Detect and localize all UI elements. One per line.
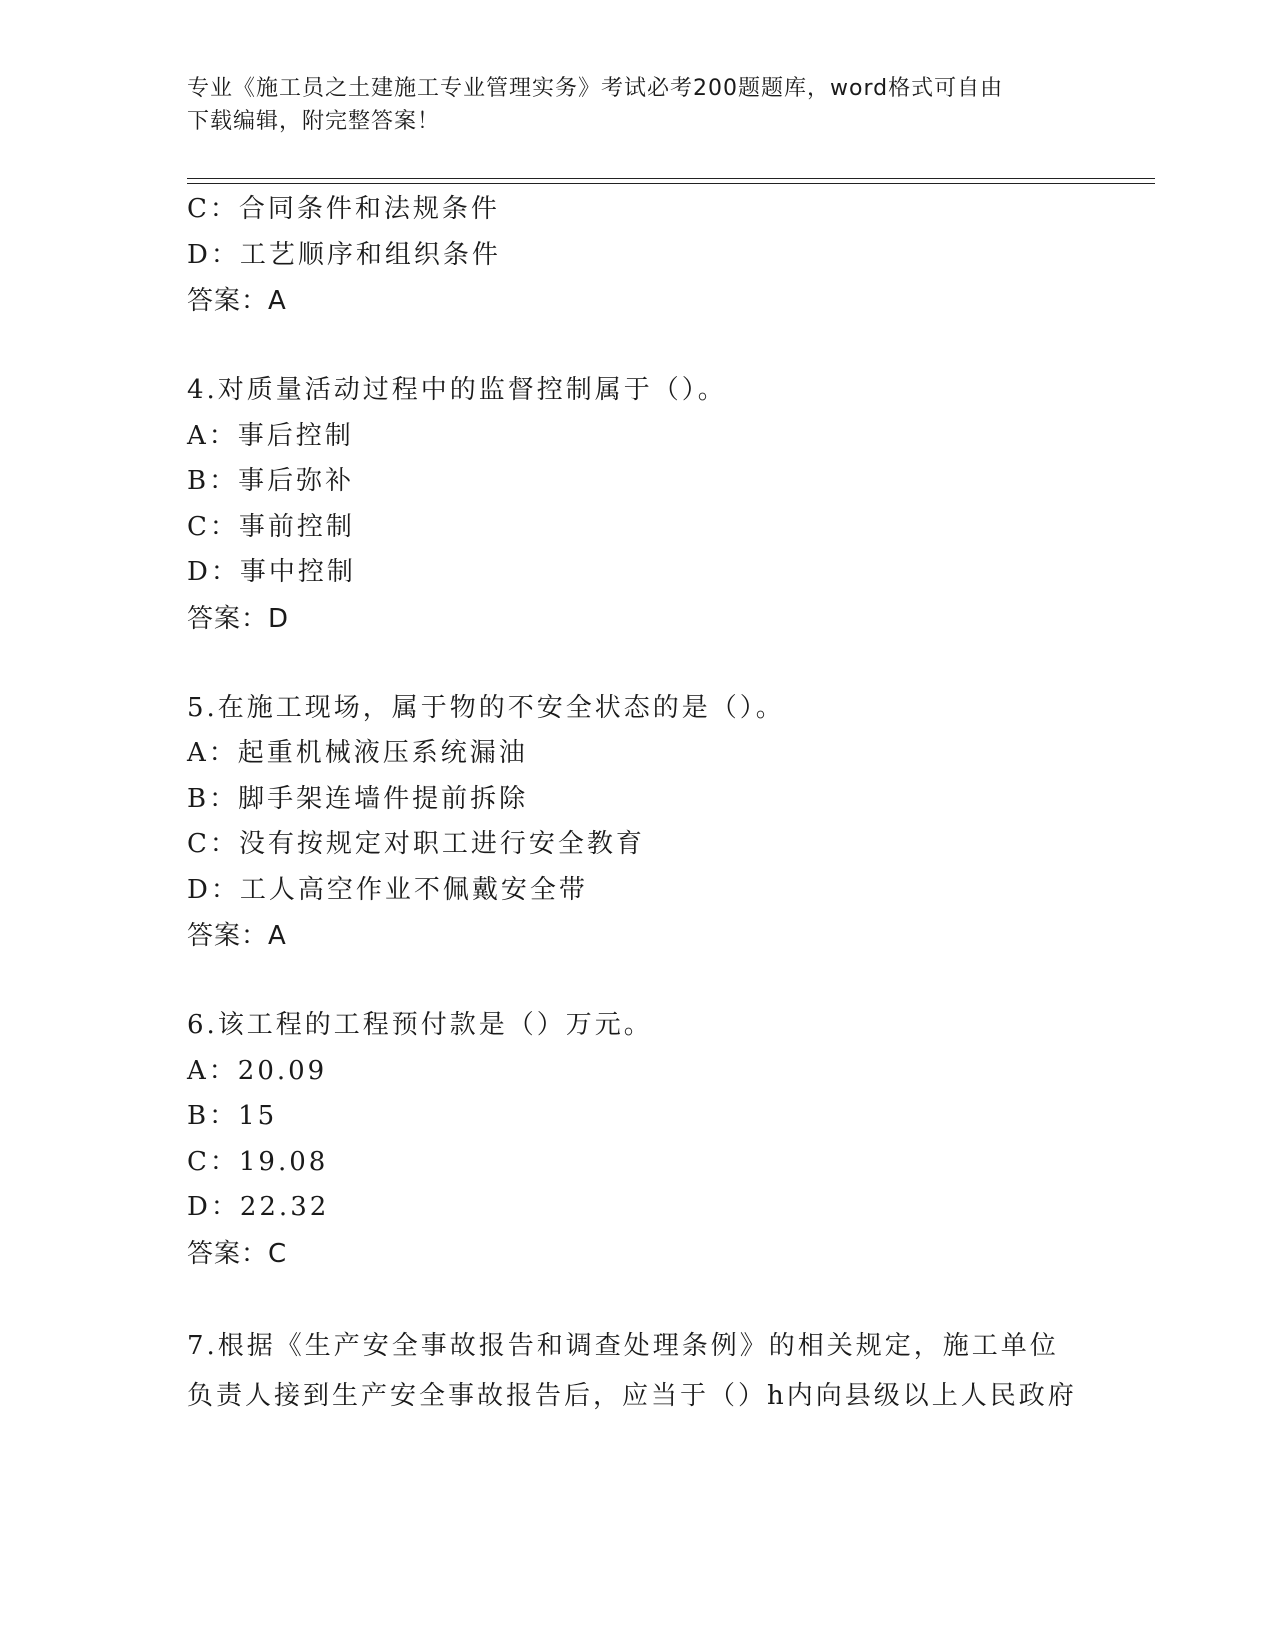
option-c: C：事前控制 (187, 511, 355, 542)
answer: 答案：A (187, 286, 287, 316)
question-6 (187, 1003, 1147, 1277)
option-c: C：19.08 (187, 1146, 329, 1177)
question-stem-line-2: 负责人接到生产安全事故报告后，应当于（）h内向县级以上人民政府 (187, 1380, 1077, 1411)
option-c: C：没有按规定对职工进行安全教育 (187, 829, 645, 859)
spacer (187, 642, 1147, 686)
option-b: B：脚手架连墙件提前拆除 (187, 783, 529, 814)
question-stem-line-1: 7.根据《生产安全事故报告和调查处理条例》的相关规定，施工单位 (187, 1330, 1059, 1361)
option-d: D：工艺顺序和组织条件 (187, 239, 501, 270)
question-5 (187, 686, 1147, 960)
option-b: B：15 (187, 1101, 278, 1131)
question-3 (187, 187, 1147, 324)
option-a: A：起重机械液压系统漏油 (187, 738, 528, 768)
header-divider-top (187, 178, 1155, 179)
spacer (187, 324, 1147, 368)
option-a: A：20.09 (187, 1055, 328, 1086)
answer: 答案：C (187, 1238, 288, 1269)
spacer (187, 959, 1147, 1003)
question-7 (187, 1321, 1147, 1421)
header-divider-bottom (187, 183, 1155, 184)
option-d: D：工人高空作业不佩戴安全带 (187, 874, 588, 905)
question-list (187, 187, 1147, 1421)
question-stem: 4.对质量活动过程中的监督控制属于（）。 (187, 375, 727, 405)
question-4 (187, 368, 1147, 642)
option-b: B：事后弥补 (187, 466, 355, 496)
option-d: D：事中控制 (187, 557, 356, 587)
option-a: A：事后控制 (187, 420, 354, 451)
header-line-1: 专业《施工员之土建施工专业管理实务》考试必考200题题库，word格式可自由 (187, 76, 1004, 101)
option-d: D：22.32 (187, 1192, 330, 1222)
answer: 答案：D (187, 603, 290, 634)
question-stem: 6.该工程的工程预付款是（）万元。 (187, 1010, 653, 1040)
document-header (187, 72, 1067, 138)
question-stem: 5.在施工现场，属于物的不安全状态的是（）。 (187, 692, 785, 723)
header-line-2: 下载编辑，附完整答案！ (187, 109, 441, 134)
spacer (187, 1277, 1147, 1321)
option-c: C：合同条件和法规条件 (187, 194, 500, 224)
answer: 答案：A (187, 921, 287, 951)
